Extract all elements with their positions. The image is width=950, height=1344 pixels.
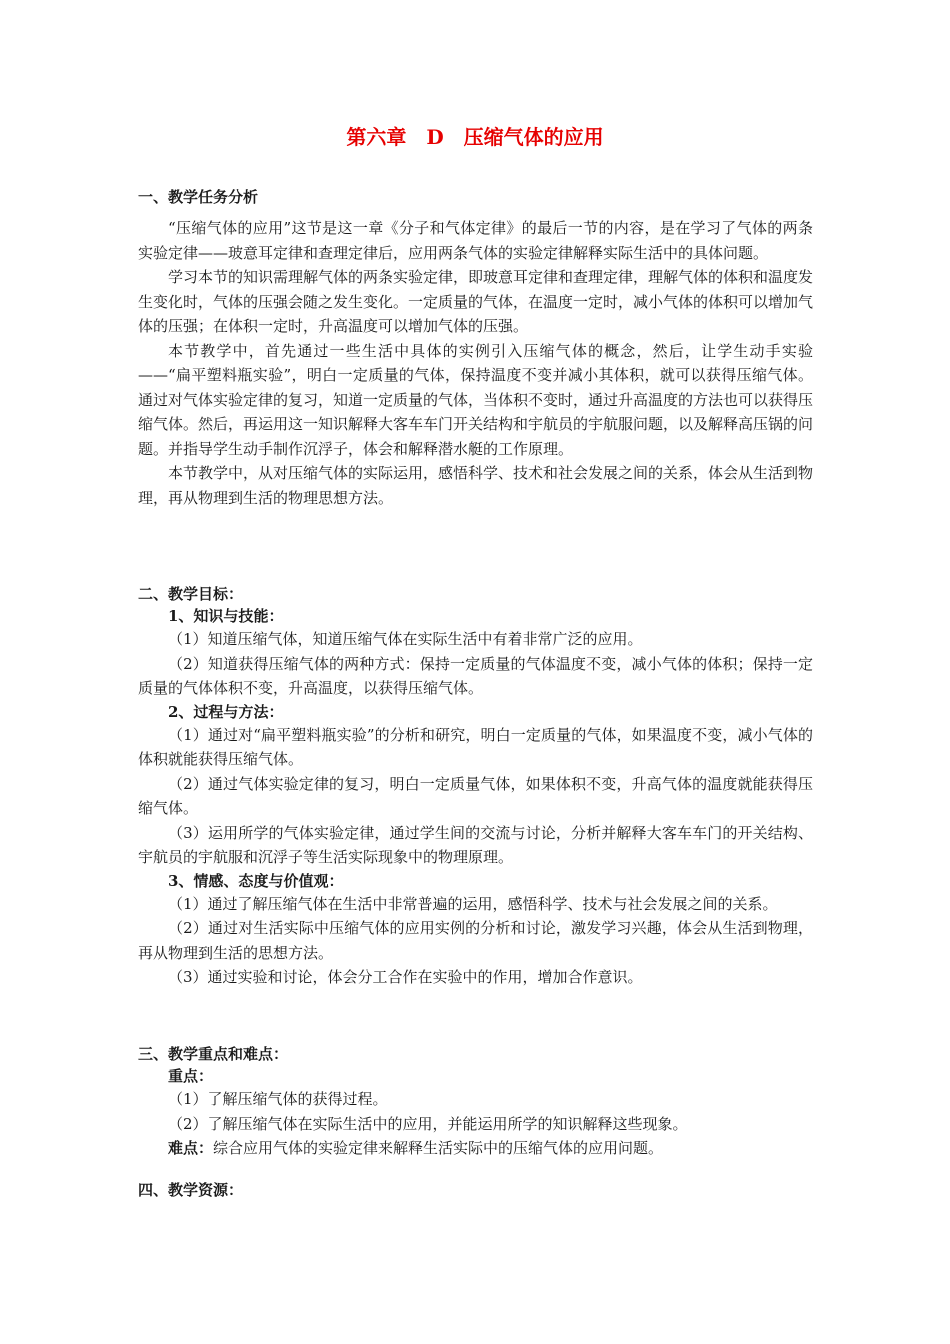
paragraph: 本节教学中，从对压缩气体的实际运用，感悟科学、技术和社会发展之间的关系，体会从生活到物理，再从物理到生活的物理思想方法。	[138, 464, 814, 507]
list-item: （2）通过对生活实际中压缩气体的应用实例的分析和讨论，激发学习兴趣，体会从生活到物理，再从物理到生活的思想方法。	[138, 919, 813, 962]
list-item: （2）通过气体实验定律的复习，明白一定质量气体，如果体积不变，升高气体的温度就能获得压缩气体。	[138, 774, 813, 817]
section-heading: 一、教学任务分析	[138, 188, 259, 206]
list-item: （2）知道获得压缩气体的两种方式：保持一定质量的气体温度不变，减小气体的体积；保持一定质量的气体体积不变，升高温度，以获得压缩气体。	[138, 654, 813, 697]
section-resources	[138, 1179, 813, 1201]
list-item: （3）通过实验和讨论，体会分工合作在实验中的作用，增加合作意识。	[168, 968, 643, 986]
section-task-analysis	[138, 186, 813, 510]
list-item: （1）通过了解压缩气体在生活中非常普遍的运用，感悟科学、技术与社会发展之间的关系。	[168, 894, 778, 913]
section-heading: 二、教学目标：	[138, 585, 244, 603]
section-heading: 三、教学重点和难点：	[138, 1045, 289, 1063]
list-item: （3）运用所学的气体实验定律，通过学生间的交流与讨论，分析并解释大客车车门的开关结构、宇航员的宇航服和沉浮子等生活实际现象中的物理原理。	[138, 823, 813, 866]
list-item: （2）了解压缩气体在实际生活中的应用，并能运用所学的知识解释这些现象。	[168, 1114, 688, 1133]
section-key-points	[138, 1043, 813, 1161]
list-item: （1）知道压缩气体，知道压缩气体在实际生活中有着非常广泛的应用。	[168, 630, 643, 648]
list-item: （1）通过对“扁平塑料瓶实验”的分析和研究，明白一定质量的气体，如果温度不变，减小气体的体积就能获得压缩气体。	[138, 725, 813, 768]
subsection-heading: 3、情感、态度与价值观：	[168, 871, 344, 890]
paragraph: 本节教学中，首先通过一些生活中具体的实例引入压缩气体的概念，然后，让学生动手实验——“扁平塑料瓶实验”，明白一定质量的气体，保持温度不变并减小其体积，就可以获得压缩气体。通过对气体实验定律的复习，知道一定质量的气体，当体积不变时，通过升高温度的方法也可以获得压缩气体。然后，再运用这一知识解释大客车车门开关结构和宇航员的宇航服问题，以及解释高压锅的问题。并指导学生动手制作沉浮子，体会和解释潜水艇的工作原理。	[138, 341, 814, 458]
subsection-heading: 2、过程与方法：	[168, 702, 284, 721]
difficulty-line	[138, 1136, 813, 1161]
paragraph: “压缩气体的应用”这节是这一章《分子和气体定律》的最后一节的内容，是在学习了气体的两条实验定律——玻意耳定律和查理定律后，应用两条气体的实验定律解释实际生活中的具体问题。	[138, 219, 813, 262]
difficulty-label: 难点：	[168, 1139, 214, 1157]
section-heading: 四、教学资源：	[138, 1181, 244, 1199]
section-teaching-goals	[138, 583, 813, 990]
list-item: （1）了解压缩气体的获得过程。	[168, 1090, 388, 1108]
subsection-heading: 1、知识与技能：	[168, 607, 284, 625]
paragraph: 学习本节的知识需理解气体的两条实验定律，即玻意耳定律和查理定律，理解气体的体积和温度发生变化时，气体的压强会随之发生变化。一定质量的气体，在温度一定时，减小气体的体积可以增加气体的压强；在体积一定时，升高温度可以增加气体的压强。	[138, 268, 814, 335]
key-label: 重点：	[168, 1067, 214, 1085]
page-title: 第六章 D 压缩气体的应用	[346, 125, 604, 149]
difficulty-text: 综合应用气体的实验定律来解释生活实际中的压缩气体的应用问题。	[213, 1139, 664, 1157]
